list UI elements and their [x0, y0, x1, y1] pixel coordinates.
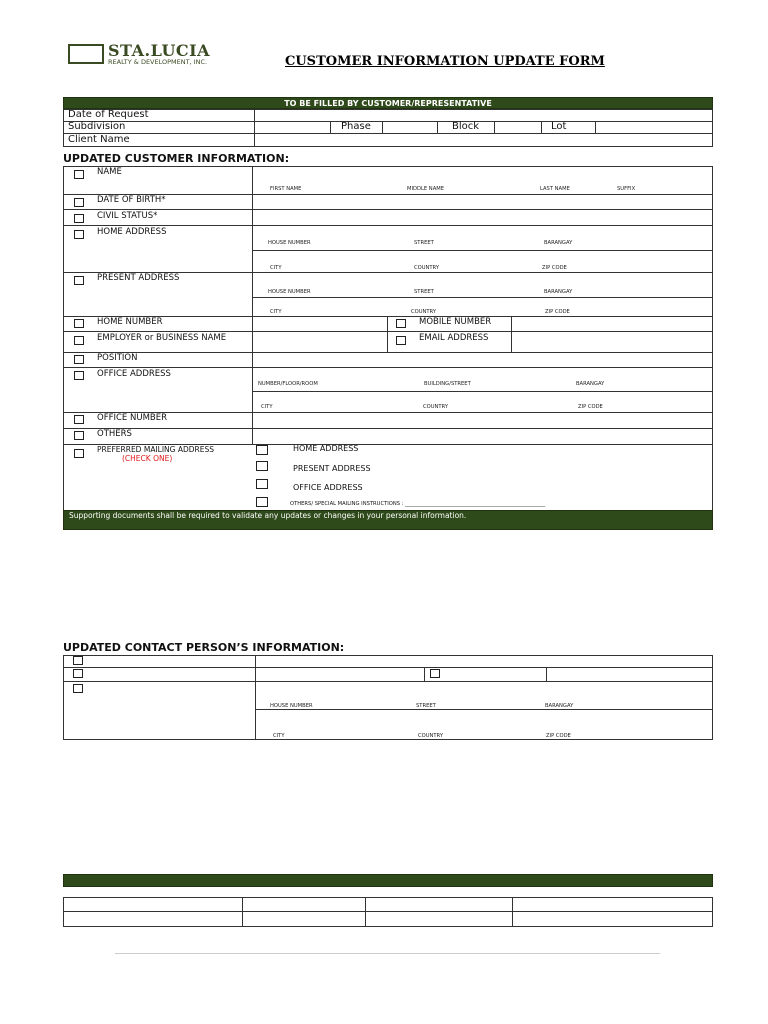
preferred-mailing-label: PREFERRED MAILING ADDRESS	[97, 445, 215, 454]
phase-field[interactable]	[383, 122, 436, 133]
contact-section-heading: UPDATED CONTACT PERSON’S INFORMATION:	[63, 641, 345, 654]
customer-section-heading: UPDATED CUSTOMER INFORMATION:	[63, 152, 290, 165]
contact-city-caption: CITY	[273, 733, 285, 739]
home-street-caption: STREET	[414, 240, 434, 246]
subdivision-label: Subdivision	[68, 121, 126, 132]
position-field[interactable]	[253, 353, 712, 367]
bottom-section-bar	[63, 874, 713, 887]
present-address-label: PRESENT ADDRESS	[97, 273, 180, 283]
bottom-cell-5[interactable]	[64, 912, 241, 926]
office-barangay-caption: BARANGAY	[576, 381, 605, 387]
contact-barangay-caption: BARANGAY	[545, 703, 574, 709]
name-field[interactable]	[253, 167, 712, 186]
contact-address-checkbox[interactable]	[73, 684, 83, 693]
present-barangay-caption: BARANGAY	[544, 289, 573, 295]
office-number-checkbox[interactable]	[74, 415, 84, 424]
bottom-cell-3[interactable]	[366, 898, 511, 911]
mobile-number-field[interactable]	[512, 317, 712, 331]
logo-main-text: STA.LUCIA	[108, 41, 211, 60]
contact-house-number-caption: HOUSE NUMBER	[270, 703, 313, 709]
position-checkbox[interactable]	[74, 355, 84, 364]
present-zip-caption: ZIP CODE	[545, 309, 570, 315]
phase-label: Phase	[341, 121, 371, 132]
logo-mark-icon	[68, 44, 104, 64]
supporting-documents-note: Supporting documents shall be required to validate any updates or changes in your personal information.	[63, 510, 713, 530]
contact-secondary-field[interactable]	[547, 668, 712, 681]
bottom-cell-1[interactable]	[64, 898, 241, 911]
contact-number-field[interactable]	[256, 668, 423, 681]
bottom-cell-2[interactable]	[243, 898, 364, 911]
position-label: POSITION	[97, 353, 138, 363]
employer-checkbox[interactable]	[74, 336, 84, 345]
block-label: Block	[452, 121, 480, 132]
bottom-cell-6[interactable]	[243, 912, 364, 926]
middle-name-caption: MIDDLE NAME	[407, 186, 444, 192]
home-barangay-caption: BARANGAY	[544, 240, 573, 246]
civil-status-label: CIVIL STATUS*	[97, 211, 158, 221]
contact-street-caption: STREET	[416, 703, 436, 709]
home-address-checkbox[interactable]	[74, 230, 84, 239]
bottom-cell-4[interactable]	[513, 898, 712, 911]
mailing-office-checkbox[interactable]	[256, 479, 268, 489]
home-address-field[interactable]	[253, 226, 712, 272]
name-checkbox[interactable]	[74, 170, 84, 179]
present-city-caption: CITY	[270, 309, 282, 315]
office-address-label: OFFICE ADDRESS	[97, 369, 171, 379]
home-city-caption: CITY	[270, 265, 282, 271]
home-address-label: HOME ADDRESS	[97, 227, 167, 237]
civil-status-field[interactable]	[253, 210, 712, 225]
home-number-label: HOME NUMBER	[97, 317, 163, 327]
contact-name-field[interactable]	[256, 656, 712, 667]
client-name-field[interactable]	[255, 134, 712, 146]
last-name-caption: LAST NAME	[540, 186, 570, 192]
employer-label: EMPLOYER or BUSINESS NAME	[97, 333, 227, 343]
employer-field[interactable]	[253, 332, 386, 352]
preferred-mailing-checkbox[interactable]	[74, 449, 84, 458]
suffix-caption: SUFFIX	[617, 186, 636, 192]
office-number-label: OFFICE NUMBER	[97, 413, 168, 423]
dob-field[interactable]	[253, 195, 712, 209]
mailing-home-checkbox[interactable]	[256, 445, 268, 455]
office-number-field[interactable]	[253, 413, 712, 428]
mobile-number-checkbox[interactable]	[396, 319, 406, 328]
bottom-cell-8[interactable]	[513, 912, 712, 926]
lot-label: Lot	[551, 121, 567, 132]
office-address-field[interactable]	[253, 368, 712, 412]
office-building-street-caption: BUILDING/STREET	[424, 381, 471, 387]
contact-name-checkbox[interactable]	[73, 656, 83, 665]
others-checkbox[interactable]	[74, 431, 84, 440]
present-street-caption: STREET	[414, 289, 434, 295]
date-of-request-label: Date of Request	[68, 109, 149, 120]
mailing-office-label: OFFICE ADDRESS	[293, 483, 363, 492]
others-field[interactable]	[253, 429, 712, 444]
office-zip-caption: ZIP CODE	[578, 404, 603, 410]
home-zip-caption: ZIP CODE	[542, 265, 567, 271]
client-name-label: Client Name	[68, 134, 130, 145]
home-number-field[interactable]	[253, 317, 386, 331]
form-title: CUSTOMER INFORMATION UPDATE FORM	[285, 54, 605, 69]
contact-zip-caption: ZIP CODE	[546, 733, 571, 739]
date-of-request-field[interactable]	[255, 110, 712, 121]
footer-divider	[115, 953, 660, 954]
civil-status-checkbox[interactable]	[74, 214, 84, 223]
mailing-others-checkbox[interactable]	[256, 497, 268, 507]
mailing-present-label: PRESENT ADDRESS	[293, 464, 371, 473]
contact-secondary-checkbox[interactable]	[430, 669, 440, 678]
subdivision-field[interactable]	[255, 122, 329, 133]
lot-field[interactable]	[596, 122, 712, 133]
email-field[interactable]	[512, 332, 712, 352]
check-one-note: (CHECK ONE)	[122, 454, 173, 463]
company-logo	[68, 42, 228, 68]
present-country-caption: COUNTRY	[411, 309, 436, 315]
dob-checkbox[interactable]	[74, 198, 84, 207]
present-address-checkbox[interactable]	[74, 276, 84, 285]
mobile-number-label: MOBILE NUMBER	[419, 317, 492, 327]
first-name-caption: FIRST NAME	[270, 186, 302, 192]
contact-country-caption: COUNTRY	[418, 733, 443, 739]
home-house-number-caption: HOUSE NUMBER	[268, 240, 311, 246]
name-label: NAME	[97, 167, 122, 177]
present-address-field[interactable]	[253, 273, 712, 316]
dob-label: DATE OF BIRTH*	[97, 195, 166, 205]
contact-address-field[interactable]	[256, 682, 712, 739]
section-bar-customer-representative: TO BE FILLED BY CUSTOMER/REPRESENTATIVE	[63, 97, 713, 109]
office-country-caption: COUNTRY	[423, 404, 448, 410]
email-label: EMAIL ADDRESS	[419, 333, 489, 343]
office-city-caption: CITY	[261, 404, 273, 410]
mailing-present-checkbox[interactable]	[256, 461, 268, 471]
block-field[interactable]	[495, 122, 540, 133]
present-house-number-caption: HOUSE NUMBER	[268, 289, 311, 295]
home-country-caption: COUNTRY	[414, 265, 439, 271]
bottom-cell-7[interactable]	[366, 912, 511, 926]
mailing-others-label: OTHERS/ SPECIAL MAILING INSTRUCTIONS : ______________________________________________________	[290, 501, 546, 507]
mailing-home-label: HOME ADDRESS	[293, 444, 359, 453]
office-address-checkbox[interactable]	[74, 371, 84, 380]
others-label: OTHERS	[97, 429, 132, 439]
home-number-checkbox[interactable]	[74, 319, 84, 328]
contact-number-checkbox[interactable]	[73, 669, 83, 678]
office-number-floor-room-caption: NUMBER/FLOOR/ROOM	[258, 381, 318, 387]
logo-sub-text: REALTY & DEVELOPMENT, INC.	[108, 58, 208, 66]
email-checkbox[interactable]	[396, 336, 406, 345]
